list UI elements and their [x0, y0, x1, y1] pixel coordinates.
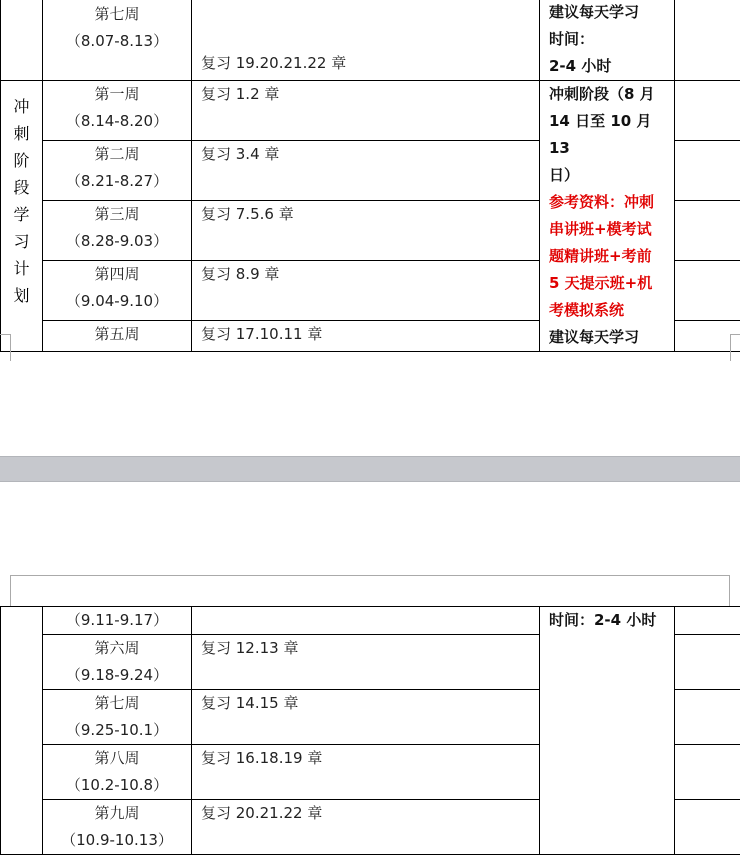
task-cell: [192, 321, 540, 352]
week-label: 第七周: [94, 5, 140, 23]
week-cell: [43, 201, 192, 261]
document-page-2: [0, 482, 740, 856]
week-cell: [43, 635, 192, 690]
task-text: 复习 3.4 章: [201, 145, 280, 164]
task-text: 复习 1.2 章: [201, 85, 280, 103]
week-cell: [43, 0, 192, 81]
task-text: 复习 20.21.22 章: [201, 804, 323, 822]
page-corner-mark-left: [0, 334, 11, 361]
page-corner-mark-right: [730, 334, 740, 361]
week-dates: （9.11-9.17）: [65, 611, 169, 629]
week-cell: [43, 745, 192, 800]
study-plan-table-bottom: [0, 606, 740, 855]
week-cell: [43, 800, 192, 855]
week-cell: [43, 690, 192, 745]
week-label: 第二周: [94, 145, 140, 164]
week-label: 第八周: [94, 749, 140, 767]
week-dates: （10.9-10.13）: [61, 831, 173, 849]
task-cell: [192, 800, 540, 855]
task-cell: [192, 690, 540, 745]
week-label: 第四周: [94, 265, 140, 284]
week-dates: （9.25-10.1）: [65, 721, 169, 739]
week-dates: （8.07-8.13）: [65, 32, 169, 50]
table-row: [1, 0, 740, 81]
task-cell: [192, 0, 540, 81]
task-text: 复习 17.10.11 章: [201, 325, 323, 344]
task-cell: [192, 81, 540, 141]
task-cell: [192, 635, 540, 690]
table-row: [1, 81, 740, 141]
week-label: 第九周: [94, 804, 140, 822]
week-label: 第七周: [94, 694, 140, 712]
note-cell: 建议每天学习 时间： 2-4 小时: [540, 0, 675, 81]
week-cell: [43, 81, 192, 141]
task-text: 复习 7.5.6 章: [201, 205, 294, 224]
week-cell: [43, 321, 192, 352]
study-plan-table-top: [0, 0, 740, 352]
task-cell: [192, 607, 540, 635]
week-cell: [43, 141, 192, 201]
week-label: 第一周: [94, 85, 140, 103]
week-dates: （8.14-8.20）: [65, 112, 169, 130]
table-row: [1, 607, 740, 635]
sprint-note-cell: 冲刺阶段（8 月 14 日至 10 月 13 日） 参考资料：冲刺 串讲班+模考试 题精讲班+考前 5 天提示班+机 考模拟系统 建议每天学习: [540, 81, 675, 352]
task-text: 复习 14.15 章: [201, 694, 299, 712]
task-cell: [192, 141, 540, 201]
task-cell: [192, 261, 540, 321]
note-cell: 时间：2-4 小时: [540, 607, 675, 855]
task-text: 复习 19.20.21.22 章: [201, 54, 347, 72]
week-dates: （9.18-9.24）: [65, 666, 169, 684]
task-cell: [192, 201, 540, 261]
week-dates: （8.28-9.03）: [65, 232, 169, 251]
page-separator: [0, 456, 740, 482]
week-cell: [43, 261, 192, 321]
week-dates: （8.21-8.27）: [65, 172, 169, 191]
task-text: 复习 16.18.19 章: [201, 749, 323, 767]
week-dates: （10.2-10.8）: [65, 776, 169, 794]
week-label: 第五周: [94, 325, 140, 344]
stage-label-cell: 冲 刺 阶 段 学 习 计 划: [1, 81, 43, 352]
page-header-frame: [10, 575, 730, 607]
week-cell: [43, 607, 192, 635]
task-text: 复习 8.9 章: [201, 265, 280, 284]
task-cell: [192, 745, 540, 800]
week-label: 第六周: [94, 639, 140, 657]
task-text: 复习 12.13 章: [201, 639, 299, 657]
week-dates: （9.04-9.10）: [65, 292, 169, 311]
week-label: 第三周: [94, 205, 140, 224]
